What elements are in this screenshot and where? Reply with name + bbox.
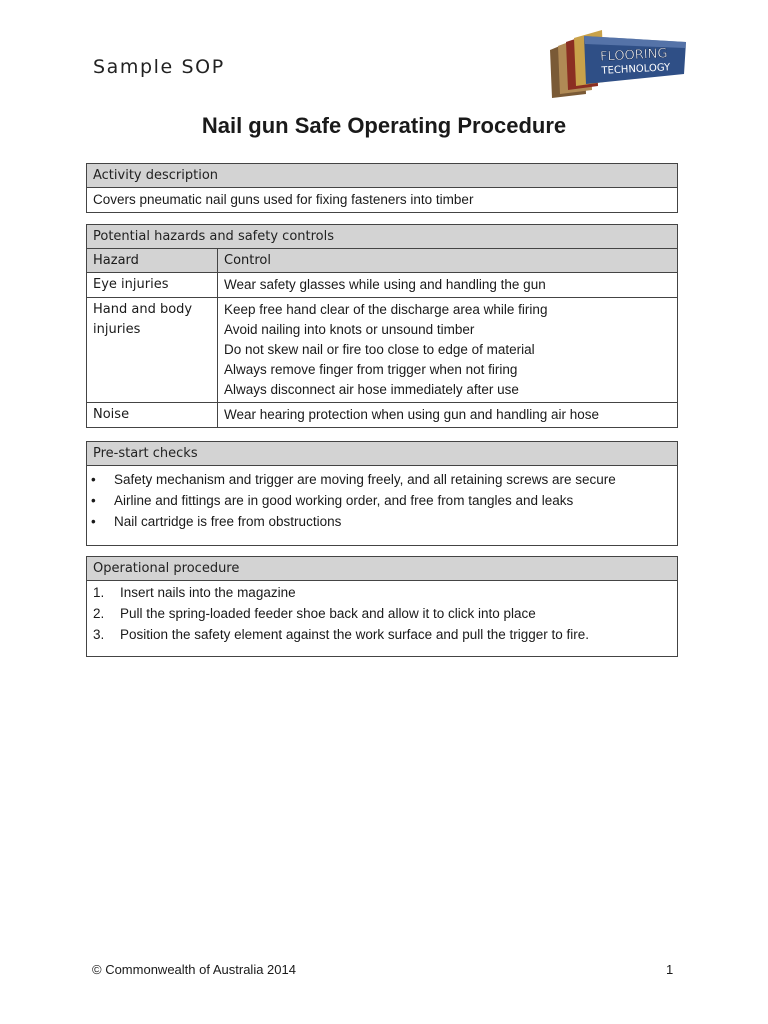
list-item: • Safety mechanism and trigger are moving freely, and all retaining screws are secure — [87, 469, 671, 490]
control-cell — [218, 273, 677, 297]
control-line: Always remove finger from trigger when not firing — [224, 362, 518, 377]
procedure-steps — [93, 582, 671, 645]
step-number: 2. — [93, 606, 105, 621]
control-column-header: Control — [224, 253, 271, 268]
control-cell — [218, 403, 677, 427]
step-text: Position the safety element against the work surface and pull the trigger to fire. — [120, 627, 590, 642]
prestart-list — [87, 469, 671, 532]
activity-section — [86, 163, 678, 213]
hazards-section — [86, 224, 678, 428]
prestart-section — [86, 441, 678, 546]
logo-text-flooring: FLOORING — [599, 46, 668, 65]
activity-text: Covers pneumatic nail guns used for fixing fasteners into timber — [93, 192, 474, 207]
step-number: 3. — [93, 627, 105, 642]
list-item: • Nail cartridge is free from obstructions — [87, 511, 671, 532]
list-item: • Airline and fittings are in good working order, and free from tangles and leaks — [87, 490, 671, 511]
hazard-cell: Hand and body injuries — [87, 298, 218, 402]
control-line: Wear hearing protection when using gun and handling air hose — [224, 407, 600, 422]
control-line: Always disconnect air hose immediately after use — [224, 382, 519, 397]
procedure-section — [86, 556, 678, 657]
hazard-cell: Noise — [87, 403, 218, 427]
header-title: Sample SOP — [93, 56, 225, 78]
list-item — [93, 603, 671, 624]
step-text: Pull the spring-loaded feeder shoe back and allow it to click into place — [120, 606, 536, 621]
hazard-cell: Eye injuries — [87, 273, 218, 297]
control-cell — [218, 298, 677, 402]
hazards-heading: Potential hazards and safety controls — [87, 225, 677, 249]
document-title: Nail gun Safe Operating Procedure — [201, 113, 567, 138]
flooring-technology-logo — [544, 26, 694, 108]
prestart-heading: Pre-start checks — [87, 442, 677, 466]
activity-heading: Activity description — [87, 164, 677, 188]
footer-copyright: © Commonwealth of Australia 2014 — [92, 962, 296, 977]
list-item — [93, 624, 671, 645]
step-number: 1. — [93, 585, 105, 600]
step-text: Insert nails into the magazine — [120, 585, 296, 600]
table-row — [87, 403, 677, 427]
control-line: Keep free hand clear of the discharge area while firing — [224, 302, 548, 317]
control-line: Do not skew nail or fire too close to edge of material — [224, 342, 535, 357]
table-row — [87, 273, 677, 298]
table-row — [87, 298, 677, 403]
list-item — [93, 582, 671, 603]
control-line: Wear safety glasses while using and handling the gun — [224, 277, 546, 292]
hazard-column-header: Hazard — [87, 249, 218, 272]
logo-text-technology: TECHNOLOGY — [601, 62, 671, 77]
page-number: 1 — [666, 962, 674, 977]
hazards-column-headers — [87, 249, 677, 273]
procedure-heading: Operational procedure — [87, 557, 677, 581]
control-line: Avoid nailing into knots or unsound timber — [224, 322, 475, 337]
